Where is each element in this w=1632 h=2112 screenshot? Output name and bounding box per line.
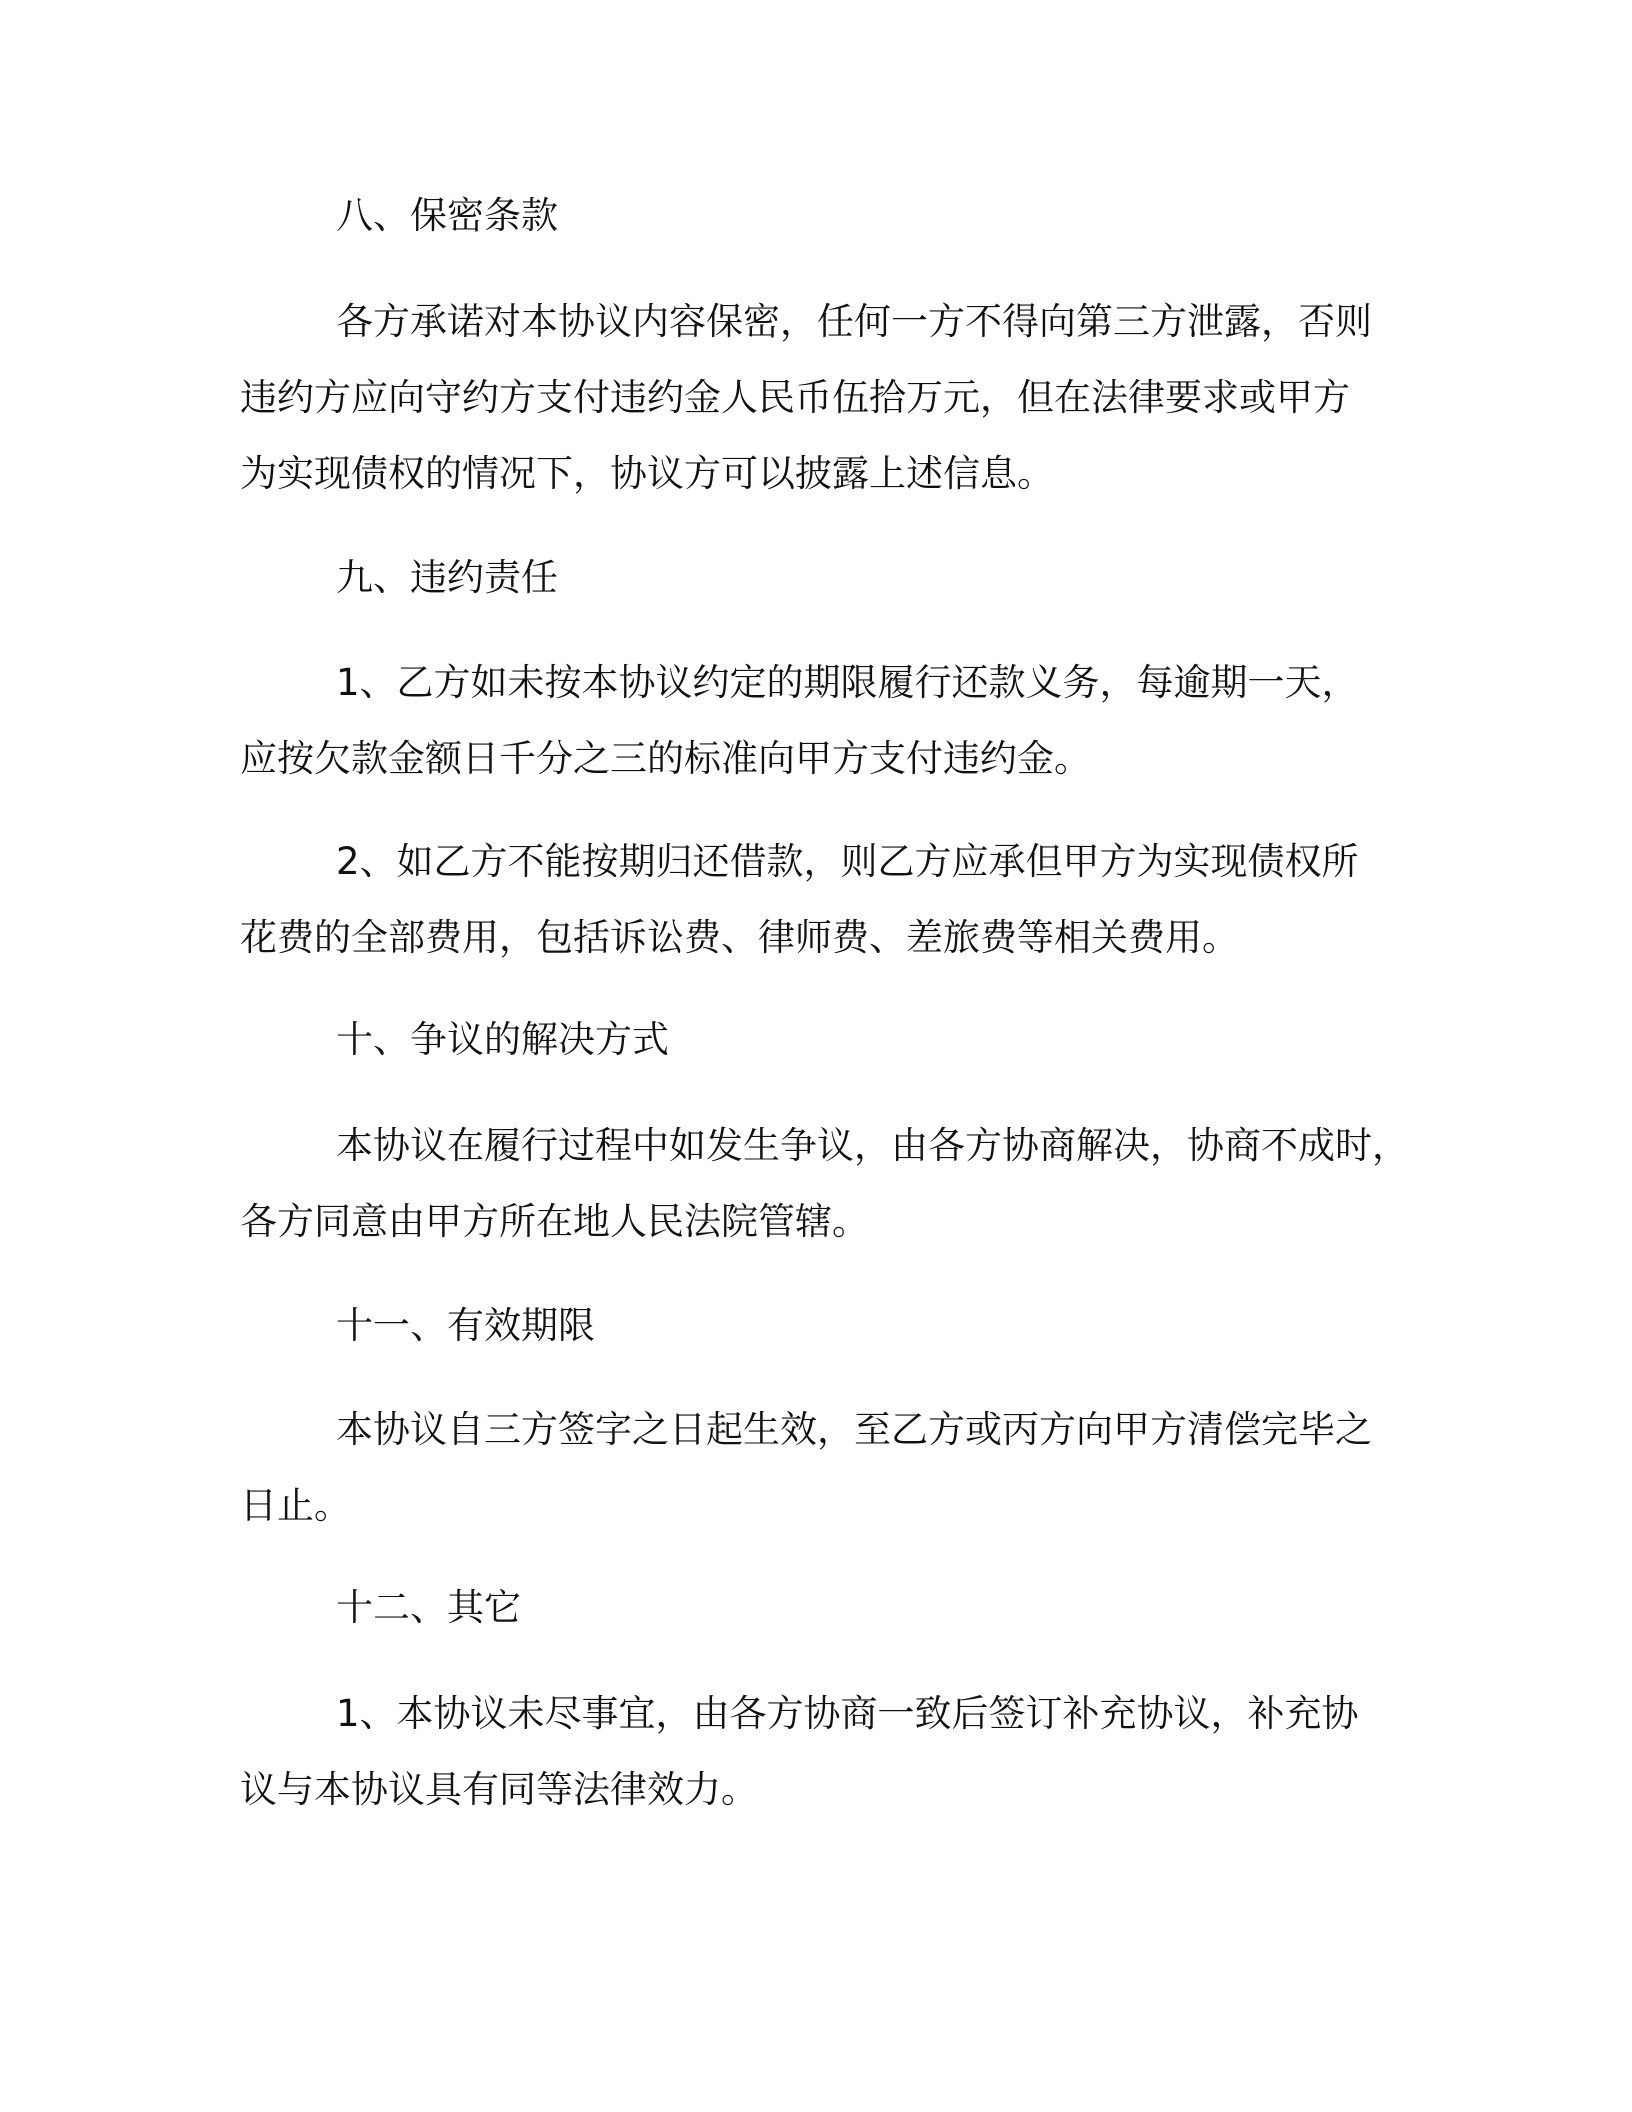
paragraph-dispute xyxy=(240,1108,1409,1260)
heading-line: 十一、有效期限 xyxy=(336,1304,595,1347)
heading-line: 九、违约责任 xyxy=(336,556,558,599)
paragraph-line: 1、乙方如未按本协议约定的期限履行还款义务，每逾期一天， xyxy=(336,661,1359,704)
paragraph-line: 1、本协议未尽事宜，由各方协商一致后签订补充协议，补充协 xyxy=(336,1692,1359,1735)
paragraph-line: 各方承诺对本协议内容保密，任何一方不得向第三方泄露，否则 xyxy=(336,300,1372,343)
paragraph-line: 本协议自三方签字之日起生效，至乙方或丙方向甲方清偿完毕之 xyxy=(336,1408,1372,1451)
paragraph-line: 应按欠款金额日千分之三的标准向甲方支付违约金。 xyxy=(240,737,1091,780)
paragraph-line: 为实现债权的情况下，协议方可以披露上述信息。 xyxy=(240,452,1054,495)
heading-line: 十、争议的解决方式 xyxy=(336,1018,669,1061)
section-heading-8 xyxy=(240,178,1400,254)
paragraph-line: 违约方应向守约方支付违约金人民币伍拾万元，但在法律要求或甲方 xyxy=(240,376,1350,419)
section-heading-9 xyxy=(240,540,1400,616)
paragraph-line: 议与本协议具有同等法律效力。 xyxy=(240,1768,758,1811)
paragraph-line: 2、如乙方不能按期归还借款，则乙方应承但甲方为实现债权所 xyxy=(336,840,1359,883)
heading-line: 十二、其它 xyxy=(336,1586,521,1629)
paragraph-line: 花费的全部费用，包括诉讼费、律师费、差旅费等相关费用。 xyxy=(240,916,1239,959)
paragraph-breach-2 xyxy=(240,824,1400,976)
paragraph-line: 日止。 xyxy=(240,1484,351,1527)
paragraph-confidentiality xyxy=(240,284,1400,512)
section-heading-11 xyxy=(240,1288,1400,1364)
paragraph-line: 各方同意由甲方所在地人民法院管辖。 xyxy=(240,1200,869,1243)
paragraph-other-1 xyxy=(240,1676,1400,1828)
paragraph-line: 本协议在履行过程中如发生争议，由各方协商解决，协商不成时， xyxy=(336,1124,1409,1167)
section-heading-12 xyxy=(240,1570,1400,1646)
heading-line: 八、保密条款 xyxy=(336,194,558,237)
section-heading-10 xyxy=(240,1002,1400,1078)
paragraph-validity xyxy=(240,1392,1400,1544)
paragraph-breach-1 xyxy=(240,645,1400,797)
